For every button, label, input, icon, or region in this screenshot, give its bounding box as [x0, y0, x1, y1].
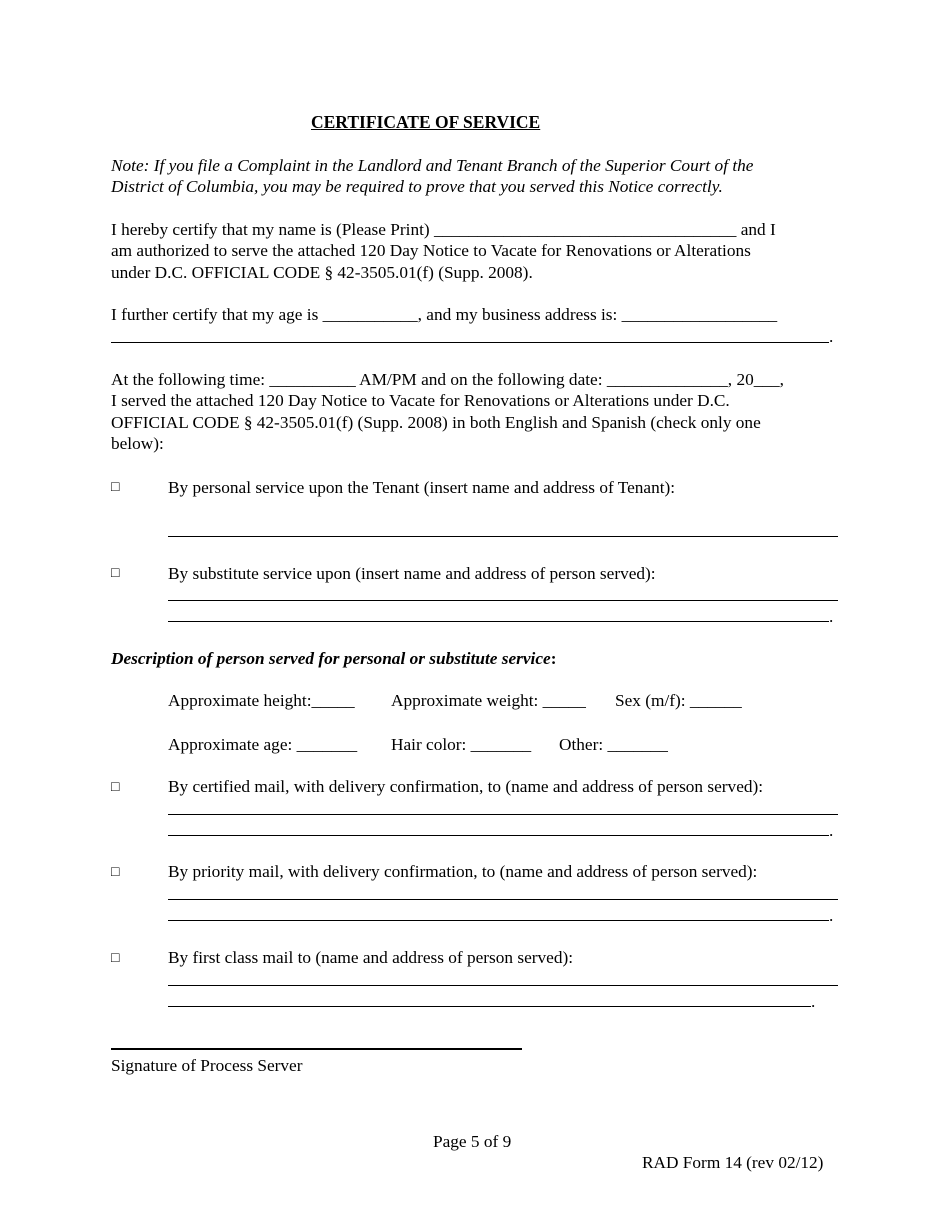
approx-weight-field[interactable]: Approximate weight: _____: [391, 691, 586, 710]
certify-name-line-1: I hereby certify that my name is (Please Print) ___________________________________ and I: [111, 220, 776, 239]
first-class-mail-blank-line-2[interactable]: [168, 1005, 811, 1007]
first-class-mail-checkbox[interactable]: □: [111, 951, 120, 966]
description-heading-colon: :: [550, 649, 557, 668]
personal-service-label: By personal service upon the Tenant (insert name and address of Tenant):: [168, 478, 676, 497]
certified-mail-checkbox[interactable]: □: [111, 780, 120, 795]
period: .: [829, 821, 834, 840]
period: .: [829, 906, 834, 925]
personal-service-blank-line[interactable]: [168, 535, 838, 537]
substitute-service-blank-line-2[interactable]: [168, 620, 829, 622]
time-date-line-2: I served the attached 120 Day Notice to Vacate for Renovations or Alterations under D.C.: [111, 391, 730, 410]
sex-field[interactable]: Sex (m/f): ______: [615, 691, 742, 710]
first-class-mail-label: By first class mail to (name and address of person served):: [168, 948, 574, 967]
substitute-service-blank-line-1[interactable]: [168, 599, 838, 601]
time-date-line-4: below):: [111, 434, 164, 453]
description-heading-text: Description of person served for personal or substitute service: [111, 649, 551, 668]
first-class-mail-blank-line-1[interactable]: [168, 984, 838, 986]
priority-mail-blank-line-1[interactable]: [168, 898, 838, 900]
certify-age-line-1: I further certify that my age is ___________, and my business address is: __________________: [111, 305, 778, 324]
substitute-service-checkbox[interactable]: □: [111, 566, 120, 581]
signature-label: Signature of Process Server: [111, 1056, 303, 1075]
certify-name-line-3: under D.C. OFFICIAL CODE § 42-3505.01(f) (Supp. 2008).: [111, 263, 533, 282]
page-number: Page 5 of 9: [433, 1132, 512, 1151]
certify-name-line-2: am authorized to serve the attached 120 Day Notice to Vacate for Renovations or Alterations: [111, 241, 751, 260]
note-line-2: District of Columbia, you may be required to prove that you served this Notice correctly.: [111, 177, 723, 196]
other-field[interactable]: Other: _______: [559, 735, 668, 754]
priority-mail-label: By priority mail, with delivery confirmation, to (name and address of person served):: [168, 862, 758, 881]
address-blank-line[interactable]: [111, 341, 829, 343]
period: .: [829, 327, 834, 346]
approx-age-field[interactable]: Approximate age: _______: [168, 735, 358, 754]
note-line-1: Note: If you file a Complaint in the Landlord and Tenant Branch of the Superior Court of the: [111, 156, 754, 175]
time-date-line-1: At the following time: __________ AM/PM and on the following date: ______________, 20___,: [111, 370, 784, 389]
period: .: [811, 992, 816, 1011]
personal-service-checkbox[interactable]: □: [111, 480, 120, 495]
hair-color-field[interactable]: Hair color: _______: [391, 735, 532, 754]
page-title: CERTIFICATE OF SERVICE: [311, 112, 541, 132]
form-id: RAD Form 14 (rev 02/12): [642, 1153, 824, 1172]
description-heading: [111, 649, 556, 669]
certified-mail-blank-line-1[interactable]: [168, 813, 838, 815]
priority-mail-blank-line-2[interactable]: [168, 919, 829, 921]
certified-mail-blank-line-2[interactable]: [168, 834, 829, 836]
approx-height-field[interactable]: Approximate height:_____: [168, 691, 355, 710]
signature-line[interactable]: [111, 1048, 522, 1050]
period: .: [829, 607, 834, 626]
certified-mail-label: By certified mail, with delivery confirmation, to (name and address of person served):: [168, 777, 764, 796]
substitute-service-label: By substitute service upon (insert name and address of person served):: [168, 564, 656, 583]
priority-mail-checkbox[interactable]: □: [111, 865, 120, 880]
time-date-line-3: OFFICIAL CODE § 42-3505.01(f) (Supp. 2008) in both English and Spanish (check only one: [111, 413, 761, 432]
